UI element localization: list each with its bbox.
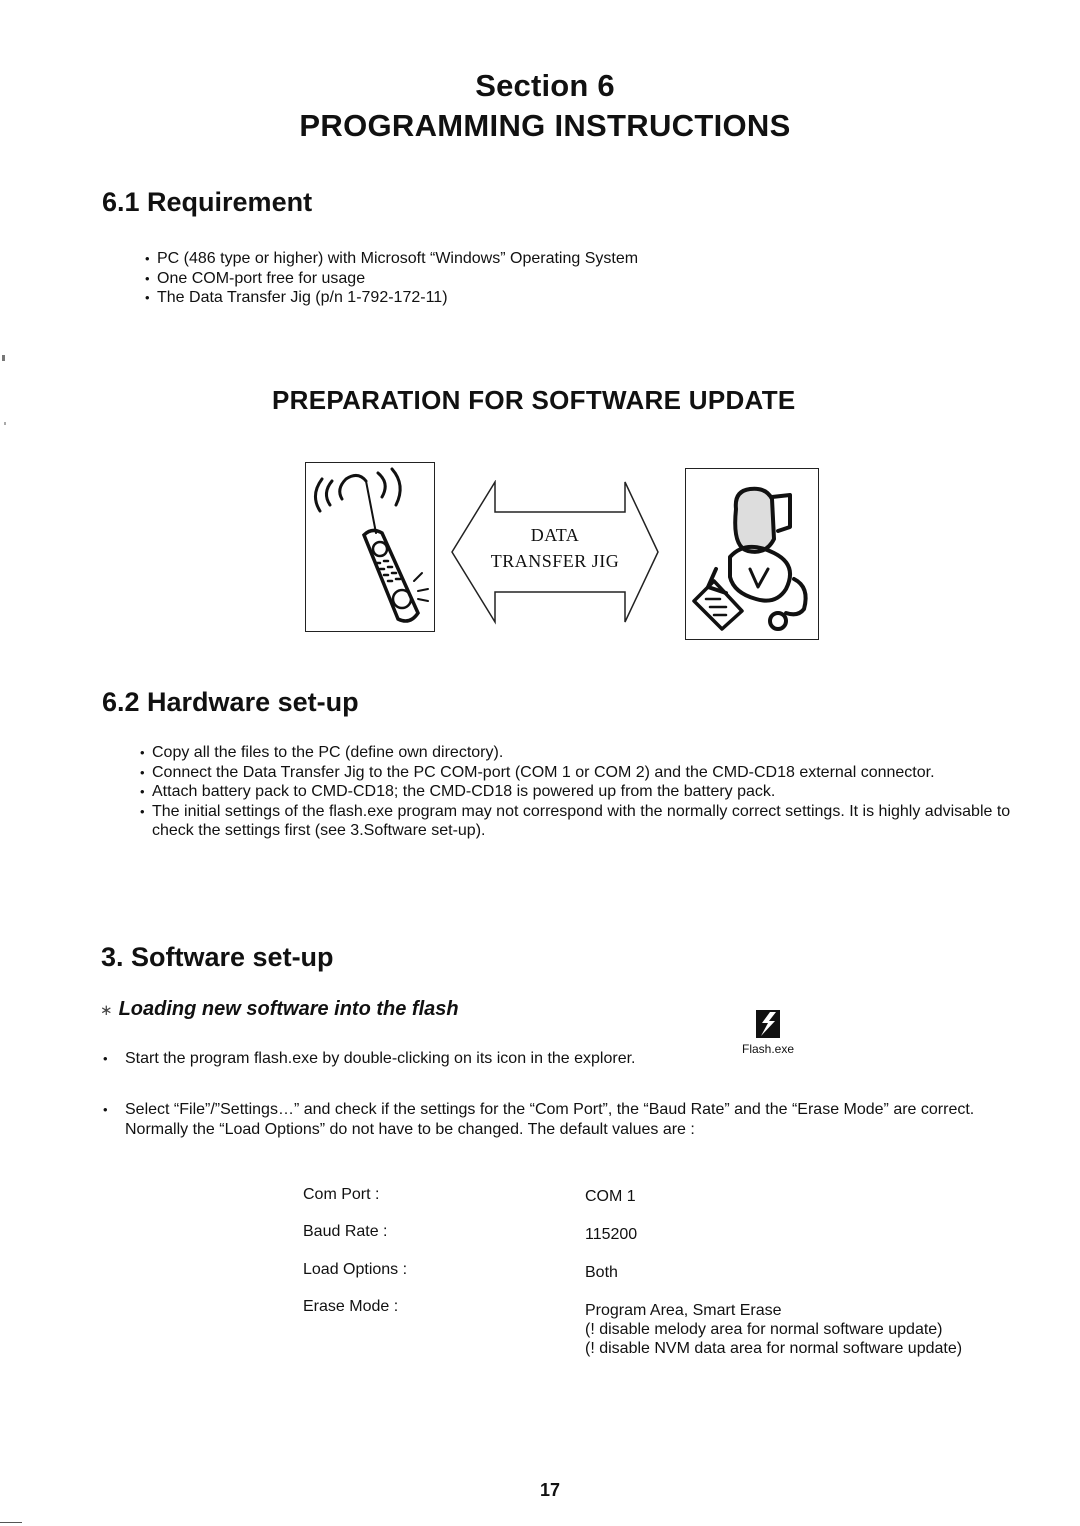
- list-item: • One COM-port free for usage: [145, 269, 638, 289]
- flash-lightning-icon: [756, 1010, 780, 1038]
- heading-software: 3. Software set-up: [101, 942, 334, 972]
- heading-preparation: PREPARATION FOR SOFTWARE UPDATE: [272, 385, 796, 415]
- list-item: • The Data Transfer Jig (p/n 1-792-172-11): [145, 288, 638, 308]
- bullet-icon: •: [103, 1051, 108, 1066]
- list-item: • Connect the Data Transfer Jig to the PC COM-port (COM 1 or COM 2) and the CMD-CD18 external connector.: [140, 763, 1040, 783]
- scan-mark: [2, 355, 5, 361]
- heading-hardware: 6.2 Hardware set-up: [102, 687, 359, 717]
- computer-figure: [685, 468, 819, 640]
- computer-icon: [686, 469, 818, 639]
- setting-value-baud-rate: 115200: [585, 1226, 638, 1243]
- step-text: Select “File”/”Settings…” and check if the settings for the “Com Port”, the “Baud Rate” and the “Erase Mode” are correct. Normally the “Load Options” do not have to be changed. The default values are :: [125, 1101, 975, 1138]
- setting-value-erase-mode: [585, 1301, 962, 1358]
- setting-value-load-options: Both: [585, 1264, 618, 1281]
- list-item: • The initial settings of the flash.exe program may not correspond with the normally correct settings. It is highly advisable to check the settings first (see 3.Software set-up).: [140, 802, 1032, 841]
- step-select-settings: [103, 1100, 1005, 1139]
- heading-requirement: 6.1 Requirement: [102, 187, 313, 217]
- subheading-text: Loading new software into the flash: [118, 998, 459, 1020]
- scan-edge-line: [0, 1522, 22, 1523]
- erase-mode-note: (! disable melody area for normal software update): [585, 1321, 943, 1338]
- phone-figure: [305, 462, 435, 632]
- list-item: • Copy all the files to the PC (define own directory).: [140, 743, 1040, 763]
- list-item: • Attach battery pack to CMD-CD18; the CMD-CD18 is powered up from the battery pack.: [140, 782, 1040, 802]
- mobile-phone-icon: [306, 463, 434, 631]
- step-text: Start the program flash.exe by double-clicking on its icon in the explorer.: [125, 1050, 636, 1067]
- page-number: 17: [539, 1480, 561, 1500]
- jig-label-line1: DATA: [530, 525, 580, 545]
- data-transfer-diagram: [300, 460, 825, 645]
- subheading-loading: [100, 998, 459, 1021]
- section-number: Section 6: [475, 68, 615, 103]
- setting-label-com-port: Com Port :: [303, 1186, 380, 1203]
- scan-mark: [4, 422, 6, 425]
- setting-label-load-options: Load Options :: [303, 1261, 408, 1278]
- list-item: • PC (486 type or higher) with Microsoft “Windows” Operating System: [145, 249, 638, 269]
- step-start-program: [103, 1049, 636, 1069]
- bullet-icon: •: [103, 1102, 108, 1117]
- setting-value-com-port: COM 1: [585, 1188, 636, 1205]
- erase-mode-note: (! disable NVM data area for normal software update): [585, 1340, 963, 1357]
- flash-exe-shortcut[interactable]: [733, 1010, 803, 1056]
- flash-exe-label: Flash.exe: [741, 1042, 795, 1056]
- erase-mode-value: Program Area, Smart Erase: [585, 1302, 782, 1319]
- hardware-list: [140, 743, 1040, 841]
- jig-label-line2: TRANSFER JIG: [490, 551, 620, 571]
- asterisk-marker: ∗: [100, 1002, 113, 1019]
- jig-label: [480, 522, 630, 574]
- requirement-list: [145, 249, 638, 308]
- page-title: PROGRAMMING INSTRUCTIONS: [299, 108, 791, 143]
- setting-label-baud-rate: Baud Rate :: [303, 1223, 388, 1240]
- setting-label-erase-mode: Erase Mode :: [303, 1298, 399, 1315]
